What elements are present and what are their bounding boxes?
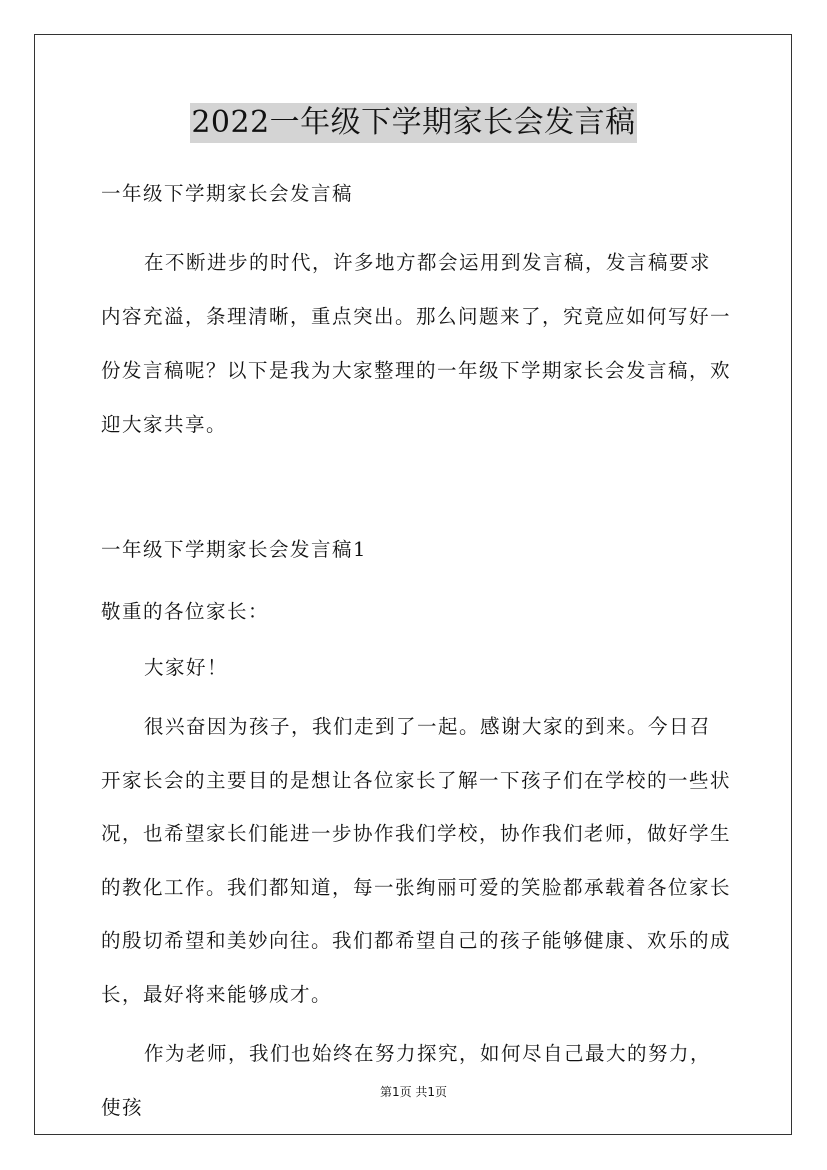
document-subtitle: 一年级下学期家长会发言稿 bbox=[101, 182, 354, 205]
document-body bbox=[101, 174, 731, 1134]
page-footer bbox=[0, 1083, 827, 1100]
document-title bbox=[0, 102, 827, 143]
body-paragraph: 作为老师，我们也始终在努力探究，如何尽自己最大的努力，使孩 bbox=[101, 1042, 712, 1119]
intro-paragraph: 在不断进步的时代，许多地方都会运用到发言稿，发言稿要求内容充溢，条理清晰，重点突出。那么问题来了，究竟应如何写好一份发言稿呢？以下是我为大家整理的一年级下学期家长会发言稿，欢迎大家共享。 bbox=[101, 251, 732, 436]
greeting: 大家好！ bbox=[144, 656, 229, 679]
section-heading: 一年级下学期家长会发言稿1 bbox=[101, 538, 367, 561]
page-number-label: 第1页 共1页 bbox=[379, 1085, 448, 1099]
salutation: 敬重的各位家长： bbox=[101, 600, 270, 623]
body-paragraph: 很兴奋因为孩子，我们走到了一起。感谢大家的到来。今日召开家长会的主要目的是想让各位家长了解一下孩子们在学校的一些状况，也希望家长们能进一步协作我们学校，协作我们老师，做好学生的教化工作。我们都知道，每一张绚丽可爱的笑脸都承载着各位家长的殷切希望和美妙向往。我们都希望自己的孩子能够健康、欢乐的成长，最好将来能够成才。 bbox=[101, 715, 732, 1006]
document-title-text: 2022一年级下学期家长会发言稿 bbox=[190, 103, 636, 143]
